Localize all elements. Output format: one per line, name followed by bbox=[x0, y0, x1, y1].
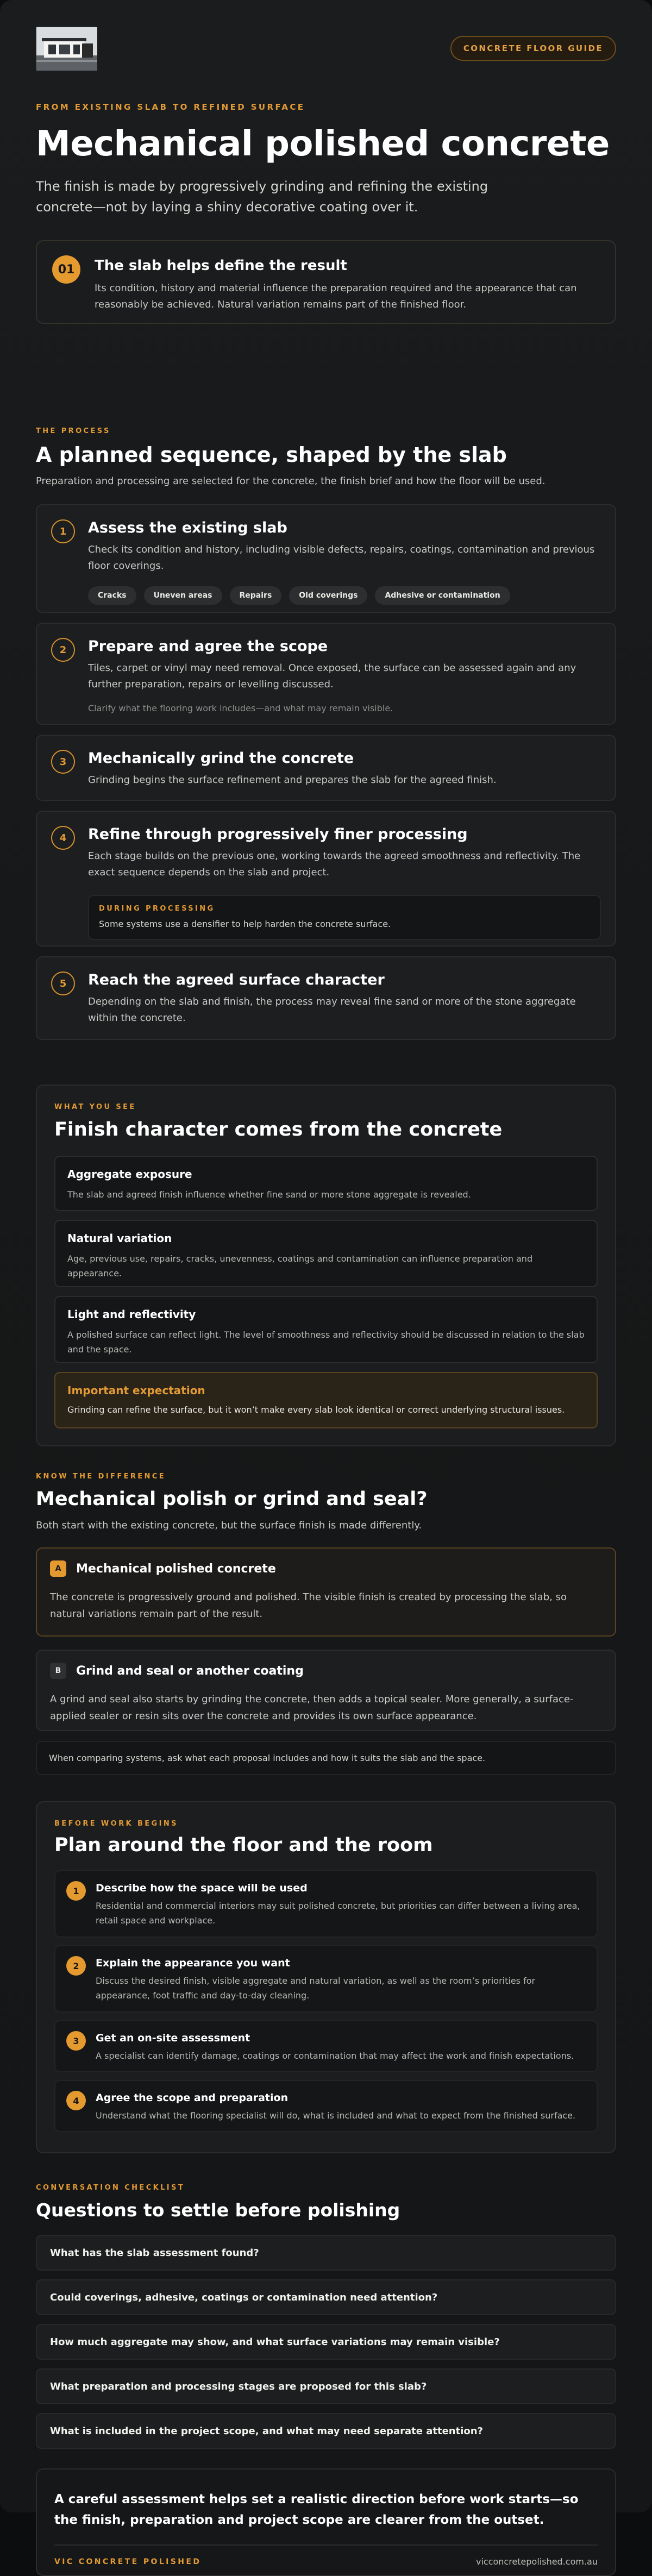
finish-card-title: Light and reflectivity bbox=[67, 1308, 196, 1321]
plan-item-text: Residential and commercial interiors may suit polished concrete, but priorities can differ between a living area, retail space and workplace. bbox=[96, 1901, 580, 1926]
processing-note-text: Some systems use a densifier to help harden the concrete surface. bbox=[99, 919, 391, 929]
hero-eyebrow: FROM EXISTING SLAB TO REFINED SURFACE bbox=[36, 102, 305, 112]
finish-card-title: Natural variation bbox=[67, 1232, 172, 1245]
step-number: 3 bbox=[51, 750, 75, 774]
checklist-question[interactable]: How much aggregate may show, and what surface variations may remain visible? bbox=[36, 2324, 616, 2360]
process-step bbox=[36, 956, 616, 1040]
plan-title: Plan around the floor and the room bbox=[54, 1834, 433, 1856]
tag: Cracks bbox=[88, 586, 136, 605]
plan-item-title: Describe how the space will be used bbox=[96, 1882, 308, 1894]
checklist-section bbox=[36, 2184, 616, 2449]
step-note: Clarify what the flooring work includes—and what may remain visible. bbox=[88, 703, 393, 713]
checklist-eyebrow: CONVERSATION CHECKLIST bbox=[36, 2184, 185, 2192]
finish-card-text: Age, previous use, repairs, cracks, unevenness, coatings and contamination can influence preparation and appearance. bbox=[67, 1253, 533, 1278]
step-title: Refine through progressively finer processing bbox=[88, 826, 468, 843]
step-title: Mechanically grind the concrete bbox=[88, 750, 354, 767]
plan-item-title: Explain the appearance you want bbox=[96, 1957, 290, 1969]
top-bar bbox=[36, 0, 616, 70]
guide-pill[interactable]: CONCRETE FLOOR GUIDE bbox=[450, 36, 616, 61]
finish-card-title: Aggregate exposure bbox=[67, 1168, 192, 1181]
step-number: 4 bbox=[51, 826, 75, 850]
site-logo[interactable] bbox=[36, 27, 97, 70]
option-text: The concrete is progressively ground and polished. The visible finish is created by processing the slab, so natural variations remain part of the result. bbox=[50, 1591, 567, 1620]
page-title: Mechanical polished concrete bbox=[36, 124, 610, 164]
warning-title: Important expectation bbox=[67, 1384, 205, 1397]
plan-item-text: Discuss the desired finish, visible aggregate and natural variation, as well as the room’s priorities for appearance, foot traffic and day-to-day cleaning. bbox=[96, 1976, 536, 2001]
checklist-question[interactable]: What has the slab assessment found? bbox=[36, 2235, 616, 2271]
plan-item-title: Get an on-site assessment bbox=[96, 2032, 250, 2044]
option-badge: A bbox=[50, 1560, 66, 1577]
callout-number: 01 bbox=[52, 255, 80, 284]
option-text: A grind and seal also starts by grinding the concrete, then adds a topical sealer. More generally, a surface-applied sealer or resin sits over the concrete and provides its own surface appearance. bbox=[50, 1694, 574, 1722]
compare-eyebrow: KNOW THE DIFFERENCE bbox=[36, 1472, 166, 1481]
step-title: Prepare and agree the scope bbox=[88, 638, 328, 655]
process-section bbox=[36, 427, 616, 1040]
finish-title: Finish character comes from the concrete bbox=[54, 1119, 503, 1140]
step-number: 5 bbox=[51, 972, 75, 995]
plan-panel bbox=[36, 1801, 616, 2153]
process-subtitle: Preparation and processing are selected for the concrete, the finish brief and how the floor will be used. bbox=[36, 475, 546, 487]
compare-subtitle: Both start with the existing concrete, but the surface finish is made differently. bbox=[36, 1520, 422, 1531]
plan-item-number: 1 bbox=[66, 1881, 86, 1901]
plan-item bbox=[54, 2020, 598, 2072]
processing-note-box bbox=[88, 895, 601, 940]
hero-subtitle: The finish is made by progressively grinding and refining the existing concrete—not by laying a shiny decorative coating over it. bbox=[36, 179, 488, 215]
option-title: Grind and seal or another coating bbox=[76, 1664, 304, 1678]
process-step bbox=[36, 735, 616, 801]
finish-card bbox=[54, 1296, 598, 1363]
option-grind-seal bbox=[36, 1650, 616, 1731]
step-text: Grinding begins the surface refinement and prepares the slab for the agreed finish. bbox=[88, 774, 497, 786]
closing-divider bbox=[54, 2544, 598, 2546]
brand-name: VIC CONCRETE POLISHED bbox=[54, 2557, 202, 2566]
process-title: A planned sequence, shaped by the slab bbox=[36, 443, 507, 467]
finish-card-text: A polished surface can reflect light. The level of smoothness and reflectivity should be discussed in relation to the slab and the space. bbox=[67, 1330, 585, 1355]
warning-text: Grinding can refine the surface, but it won’t make every slab look identical or correct underlying structural issues. bbox=[67, 1405, 565, 1415]
process-step bbox=[36, 623, 616, 725]
step-text: Tiles, carpet or vinyl may need removal. Once exposed, the surface can be assessed again and any further preparation, repairs or levelling discussed. bbox=[88, 662, 576, 690]
plan-eyebrow: BEFORE WORK BEGINS bbox=[54, 1820, 178, 1828]
tag: Old coverings bbox=[289, 586, 367, 605]
finish-panel bbox=[36, 1085, 616, 1446]
option-badge: B bbox=[50, 1663, 66, 1679]
processing-note-label: DURING PROCESSING bbox=[99, 905, 215, 913]
process-eyebrow: THE PROCESS bbox=[36, 427, 111, 435]
compare-note: When comparing systems, ask what each proposal includes and how it suits the slab and the space. bbox=[36, 1741, 616, 1775]
plan-item-number: 3 bbox=[66, 2031, 86, 2051]
step-title: Reach the agreed surface character bbox=[88, 972, 385, 988]
plan-item bbox=[54, 2080, 598, 2132]
tag: Uneven areas bbox=[144, 586, 222, 605]
plan-item-text: A specialist can identify damage, coatings or contamination that may affect the work and finish expectations. bbox=[96, 2051, 574, 2061]
closing-text: A careful assessment helps set a realistic direction before work starts—so the finish, preparation and project scope are clearer from the outset. bbox=[54, 2492, 579, 2527]
step-text: Depending on the slab and finish, the process may reveal fine sand or more of the stone aggregate within the concrete. bbox=[88, 996, 576, 1024]
compare-section bbox=[36, 1472, 616, 1775]
plan-item-title: Agree the scope and preparation bbox=[96, 2092, 289, 2104]
plan-item-number: 4 bbox=[66, 2091, 86, 2110]
process-step bbox=[36, 504, 616, 613]
checklist-question[interactable]: Could coverings, adhesive, coatings or contamination need attention? bbox=[36, 2279, 616, 2315]
plan-item bbox=[54, 1870, 598, 1938]
site-url-link[interactable]: vicconcretepolished.com.au bbox=[475, 2556, 598, 2567]
plan-item bbox=[54, 1945, 598, 2013]
step-title: Assess the existing slab bbox=[88, 519, 287, 536]
option-polished bbox=[36, 1547, 616, 1637]
hero-callout bbox=[36, 240, 616, 324]
plan-item-text: Understand what the flooring specialist will do, what is included and what to expect from the finished surface. bbox=[96, 2110, 576, 2121]
step-number: 1 bbox=[51, 519, 75, 543]
step-number: 2 bbox=[51, 638, 75, 662]
callout-text: Its condition, history and material influence the preparation required and the appearance that can reasonably be achieved. Natural variation remains part of the finished floor. bbox=[95, 283, 577, 310]
step-text: Check its condition and history, including visible defects, repairs, coatings, contamination and previous floor coverings. bbox=[88, 544, 595, 572]
finish-card-text: The slab and agreed finish influence whether fine sand or more stone aggregate is revealed. bbox=[67, 1189, 471, 1200]
tag: Adhesive or contamination bbox=[375, 586, 510, 605]
step-text: Each stage builds on the previous one, working towards the agreed smoothness and reflectivity. The exact sequence depends on the slab and project. bbox=[88, 850, 581, 878]
logo-house-image bbox=[36, 27, 97, 71]
finish-card bbox=[54, 1156, 598, 1211]
checklist-title: Questions to settle before polishing bbox=[36, 2199, 400, 2221]
callout-title: The slab helps define the result bbox=[95, 258, 347, 274]
slab-issue-tags bbox=[88, 586, 601, 605]
expectation-warning bbox=[54, 1372, 598, 1428]
checklist-question[interactable]: What is included in the project scope, and what may need separate attention? bbox=[36, 2413, 616, 2449]
tag: Repairs bbox=[230, 586, 282, 605]
finish-eyebrow: WHAT YOU SEE bbox=[54, 1103, 136, 1111]
option-title: Mechanical polished concrete bbox=[76, 1562, 276, 1576]
process-step bbox=[36, 811, 616, 947]
finish-card bbox=[54, 1220, 598, 1287]
closing-card bbox=[36, 2468, 616, 2576]
compare-title: Mechanical polish or grind and seal? bbox=[36, 1488, 428, 1510]
plan-item-number: 2 bbox=[66, 1956, 86, 1976]
checklist-question[interactable]: What preparation and processing stages are proposed for this slab? bbox=[36, 2368, 616, 2404]
